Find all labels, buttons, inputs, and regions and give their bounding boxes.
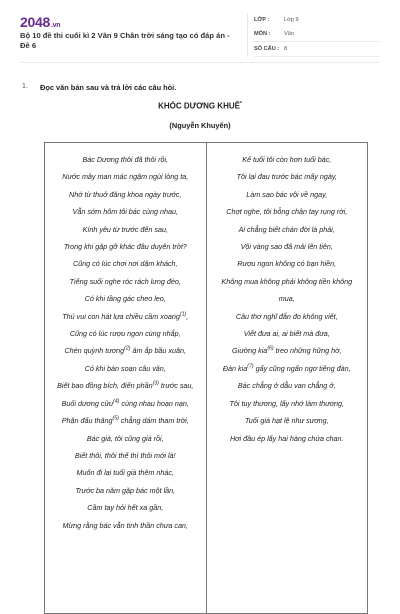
footnote-mark: (2): [124, 346, 131, 353]
question-text: Đọc văn bản sau và trả lời các câu hỏi.: [40, 83, 177, 92]
poem-line: Vội vàng sao đã mải lên tiên,: [240, 242, 333, 252]
meta-row-count: [254, 42, 380, 57]
poem-line: Tiếng suối nghe róc rách lưng đèo,: [69, 276, 181, 286]
poem-line: Trong khi gặp gỡ khác đâu duyên trời?: [63, 242, 187, 252]
poem-column-left: [45, 143, 207, 613]
poem-line: Nước mây man mác ngậm ngùi lòng ta,: [62, 172, 189, 182]
footnote-mark: (4): [113, 398, 120, 405]
site-logo[interactable]: 2048.vn: [20, 14, 61, 30]
footnote-mark: (6): [267, 346, 274, 353]
poem-line: Làm sao bác vội về ngay,: [246, 189, 328, 199]
poem-line: Tôi lại đau trước bác mấy ngày,: [236, 172, 337, 182]
poem-line: Muốn đi lại tuổi già thêm nhác,: [76, 468, 174, 478]
poem-line: Cầm tay hỏi hết xa gần,: [87, 503, 164, 513]
poem-title: KHÓC DƯƠNG KHUÊ*: [158, 101, 242, 111]
poem-table: [44, 142, 368, 614]
footnote-mark: (7): [247, 363, 254, 370]
meta-label: MÔN :: [254, 31, 271, 37]
poem-line: Tuổi già hạt lệ như sương,: [244, 416, 329, 426]
poem-line: Tôi tuy thương, lấy nhớ làm thương,: [229, 398, 344, 408]
poem-lines-left: [45, 143, 206, 534]
poem-line: Thú vui con hát lựa chiều cầm xoang$^{(1)}$,: [62, 311, 189, 321]
poem-line: Có khi bàn soạn câu văn,: [84, 363, 166, 373]
poem-line: Bác chẳng ở dẫu van chẳng ở,: [237, 381, 336, 391]
meta-label: SỐ CÂU :: [254, 46, 280, 52]
poem-author: (Nguyễn Khuyến): [169, 121, 231, 130]
poem-line: Chén quỳnh tương$^{(2)}$ ăm ắp bầu xuân,: [64, 346, 187, 356]
poem-line: Biết thôi, thôi thế thì thôi mới là!: [74, 450, 176, 460]
meta-row-subject: [254, 27, 380, 42]
poem-line: Cũng có lúc rượu ngon cùng nhắp,: [69, 329, 181, 339]
poem-line: Hơi đâu ép lấy hai hàng chứa chan.: [229, 433, 344, 443]
meta-value: Lớp 9: [284, 17, 299, 23]
poem-line: Câu thơ nghĩ đắn đo không viết,: [235, 311, 338, 321]
poem-lines-right: [207, 143, 368, 447]
meta-value: 8: [284, 46, 288, 52]
header-divider: [20, 62, 380, 63]
poem-line: Vẫn sớm hôm tôi bác cùng nhau,: [72, 207, 178, 217]
poem-line: Giường kia$^{(6)}$ treo những hững hờ,: [232, 346, 342, 356]
meta-value: Văn: [284, 31, 294, 37]
meta-separator: [247, 13, 248, 57]
meta-row-grade: [254, 13, 380, 27]
poem-column-right: [207, 143, 368, 613]
meta-label: LỚP :: [254, 17, 270, 23]
poem-line: Kính yêu từ trước đến sau,: [82, 224, 168, 234]
poem-line: Biết bao đồng bích, điển phần$^{(3)}$ trước sau,: [57, 380, 194, 391]
poem-line: Buổi dương cửu$^{(4)}$ cùng nhau hoạn nạn,: [61, 398, 189, 408]
poem-line: Nhớ từ thuở đăng khoa ngày trước,: [69, 189, 182, 199]
poem-line: Đàn kia$^{(7)}$ gẩy cũng ngẩn ngơ tiếng đàn,: [222, 363, 351, 373]
poem-line: Kể tuổi tôi còn hơn tuổi bác,: [242, 155, 332, 164]
poem-line: Rượu ngon không có bạn hiền,: [237, 259, 337, 269]
header: [0, 0, 400, 60]
footnote-mark: (1): [179, 311, 187, 318]
poem-line: Cũng có lúc chơi nơi dặm khách,: [72, 259, 178, 269]
poem-line: Viết đưa ai, ai biết mà đưa,: [243, 329, 330, 339]
poem-line: Không mua không phải không tiền không mua,: [221, 276, 353, 304]
document-title: Bộ 10 đề thi cuối kì 2 Văn 9 Chân trời sáng tạo có đáp án - Đề 6: [20, 31, 230, 50]
meta-panel: [254, 13, 380, 57]
title-footnote-mark: *: [239, 101, 242, 107]
poem-line: Chợt nghe, tôi bỗng chân tay rụng rời,: [226, 207, 348, 217]
poem-line: Có khi tầng gác cheo leo,: [84, 294, 166, 304]
poem-line: Ai chẳng biết chán đời là phải,: [238, 224, 335, 234]
poem-line: Phận đấu thăng$^{(5)}$ chẳng dám tham trời,: [61, 415, 189, 426]
poem-line: Trước ba năm gặp bác một lần,: [75, 485, 176, 495]
footnote-mark: (5): [112, 415, 119, 422]
footnote-mark: (3): [152, 380, 159, 387]
poem-line: Bác Dương thôi đã thôi rồi,: [82, 155, 169, 164]
poem-line: Bác già, tôi cũng già rồi,: [86, 433, 164, 443]
poem-line: Mừng rằng bác vẫn tinh thần chưa can,: [62, 520, 188, 530]
question-number: 1.: [22, 83, 28, 90]
